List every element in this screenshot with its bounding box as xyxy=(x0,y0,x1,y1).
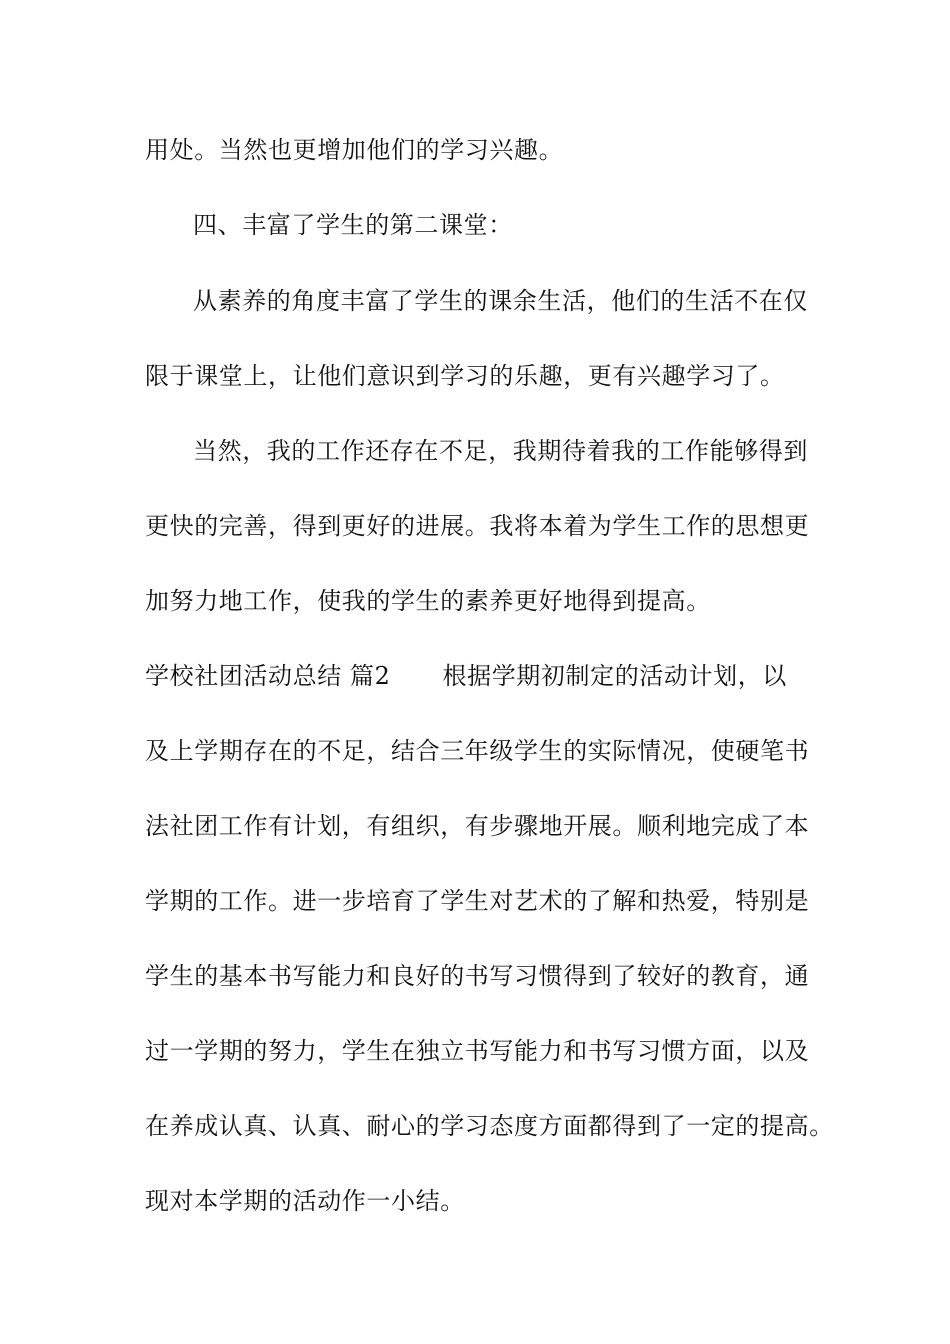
text-line: 现对本学期的活动作一小结。 xyxy=(145,1187,465,1215)
section-heading-four: 四、丰富了学生的第二课堂： xyxy=(193,211,513,239)
text-line: 限于课堂上，让他们意识到学习的乐趣，更有兴趣学习了。 xyxy=(145,362,785,390)
text-line: 加努力地工作，使我的学生的素养更好地得到提高。 xyxy=(145,587,711,615)
text-line: 及上学期存在的不足，结合三年级学生的实际情况，使硬笔书 xyxy=(145,737,810,765)
text-line: 过一学期的努力，学生在独立书写能力和书写习惯方面，以及 xyxy=(145,1037,810,1065)
text-line: 学期的工作。进一步培育了学生对艺术的了解和热爱，特别是 xyxy=(145,887,810,915)
section-heading: 学校社团活动总结 篇2 xyxy=(145,662,391,690)
text-line: 学生的基本书写能力和良好的书写习惯得到了较好的教育，通 xyxy=(145,962,810,990)
text-line: 当然，我的工作还存在不足，我期待着我的工作能够得到 xyxy=(193,437,808,465)
text-line: 在养成认真、认真、耐心的学习态度方面都得到了一定的提高。 xyxy=(145,1112,834,1140)
text-line: 法社团工作有计划，有组织，有步骤地开展。顺利地完成了本 xyxy=(145,812,810,840)
text-line: 用处。当然也更增加他们的学习兴趣。 xyxy=(145,136,564,164)
section-heading-line xyxy=(145,661,787,691)
section-first-line: 根据学期初制定的活动计划，以 xyxy=(442,662,787,690)
text-line: 更快的完善，得到更好的进展。我将本着为学生工作的思想更 xyxy=(145,512,810,540)
text-line: 从素养的角度丰富了学生的课余生活，他们的生活不在仅 xyxy=(193,287,808,315)
